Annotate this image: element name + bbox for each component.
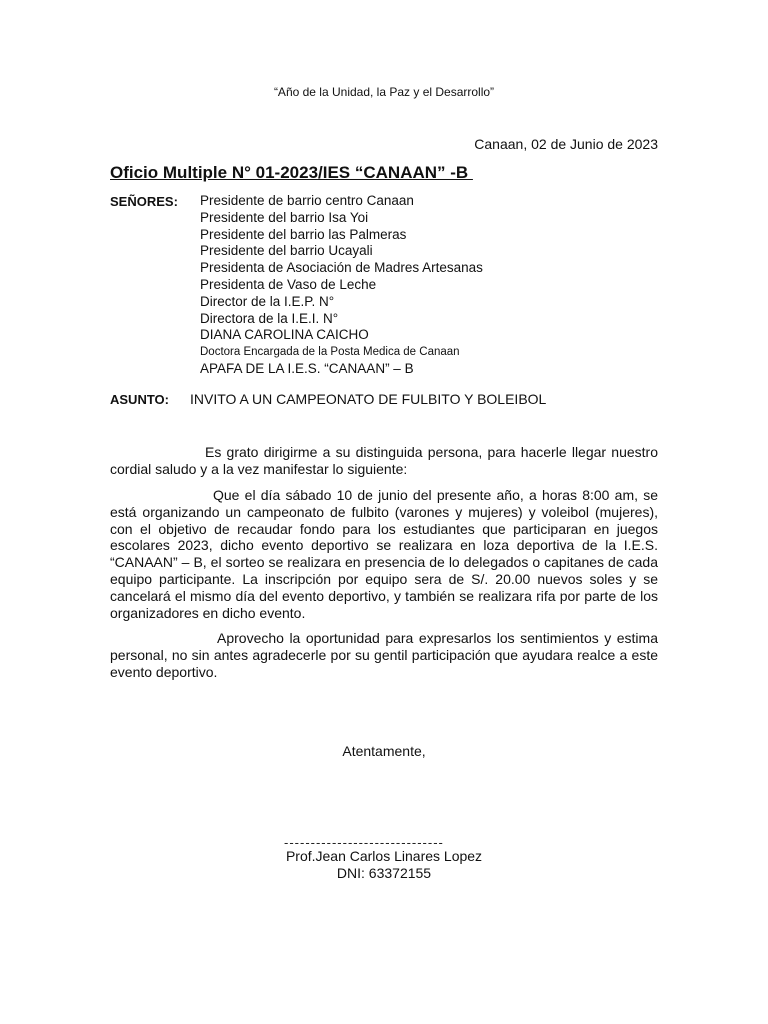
- subject-text: INVITO A UN CAMPEONATO DE FULBITO Y BOLEIBOL: [190, 391, 547, 407]
- signatory-dni: DNI: 63372155: [336, 865, 432, 881]
- recipient-item: Presidenta de Vaso de Leche: [200, 276, 377, 292]
- recipient-item: Directora de la I.E.I. N°: [200, 310, 339, 326]
- year-motto: “Año de la Unidad, la Paz y el Desarrollo”: [273, 85, 495, 99]
- recipient-item: DIANA CAROLINA CAICHO: [200, 327, 369, 343]
- recipient-item: Presidente del barrio Isa Yoi: [200, 209, 369, 225]
- recipient-item: Director de la I.E.P. N°: [200, 293, 335, 309]
- recipients-list: [200, 193, 483, 378]
- recipient-item: Doctora Encargada de la Posta Medica de Canaan: [200, 346, 460, 359]
- recipient-item: Presidente de barrio centro Canaan: [200, 193, 414, 208]
- oficio-title: Oficio Multiple N° 01-2023/IES “CANAAN” -B: [110, 163, 473, 182]
- signatory-name: Prof.Jean Carlos Linares Lopez: [285, 848, 483, 864]
- body-paragraph-thanks: Aprovecho la oportunidad para expresarlos los sentimientos y estima personal, no sin antes agradecerle por su gentil participación que ayudara realce a este evento deportivo.: [110, 630, 658, 680]
- subject-label: ASUNTO:: [110, 392, 169, 407]
- letter-date: Canaan, 02 de Junio de 2023: [474, 136, 658, 152]
- recipient-item: Presidente del barrio las Palmeras: [200, 226, 407, 242]
- recipient-item: Presidente del barrio Ucayali: [200, 243, 373, 259]
- body-paragraph-event: Que el día sábado 10 de junio del presente año, a horas 8:00 am, se está organizando un campeonato de fulbito (varones y mujeres) y voleibol (mujeres), con el objetivo de recaudar fondo para los estudiantes que participaran en juegos escolares 2023, dicho evento deportivo se realizara en loza deportiva de la I.E.S. “CANAAN” – B, el sorteo se realizara en presencia de lo delegados o capitanes de cada equipo participante. La inscripción por equipo sera de S/. 20.00 nuevos soles y se cancelará el mismo día del evento deportivo, y también se realizara rifa por parte de los organizadores en dicho evento.: [110, 487, 658, 621]
- recipients-label: SEÑORES:: [110, 194, 178, 209]
- body-paragraph-greeting: Es grato dirigirme a su distinguida persona, para hacerle llegar nuestro cordial saludo y a la vez manifestar lo siguiente:: [110, 444, 658, 477]
- recipient-item: Presidenta de Asociación de Madres Artesanas: [200, 260, 483, 276]
- closing-salutation: Atentamente,: [342, 743, 426, 759]
- signature-line: ------------------------------: [284, 835, 444, 850]
- recipient-item: APAFA DE LA I.E.S. “CANAAN” – B: [200, 360, 414, 376]
